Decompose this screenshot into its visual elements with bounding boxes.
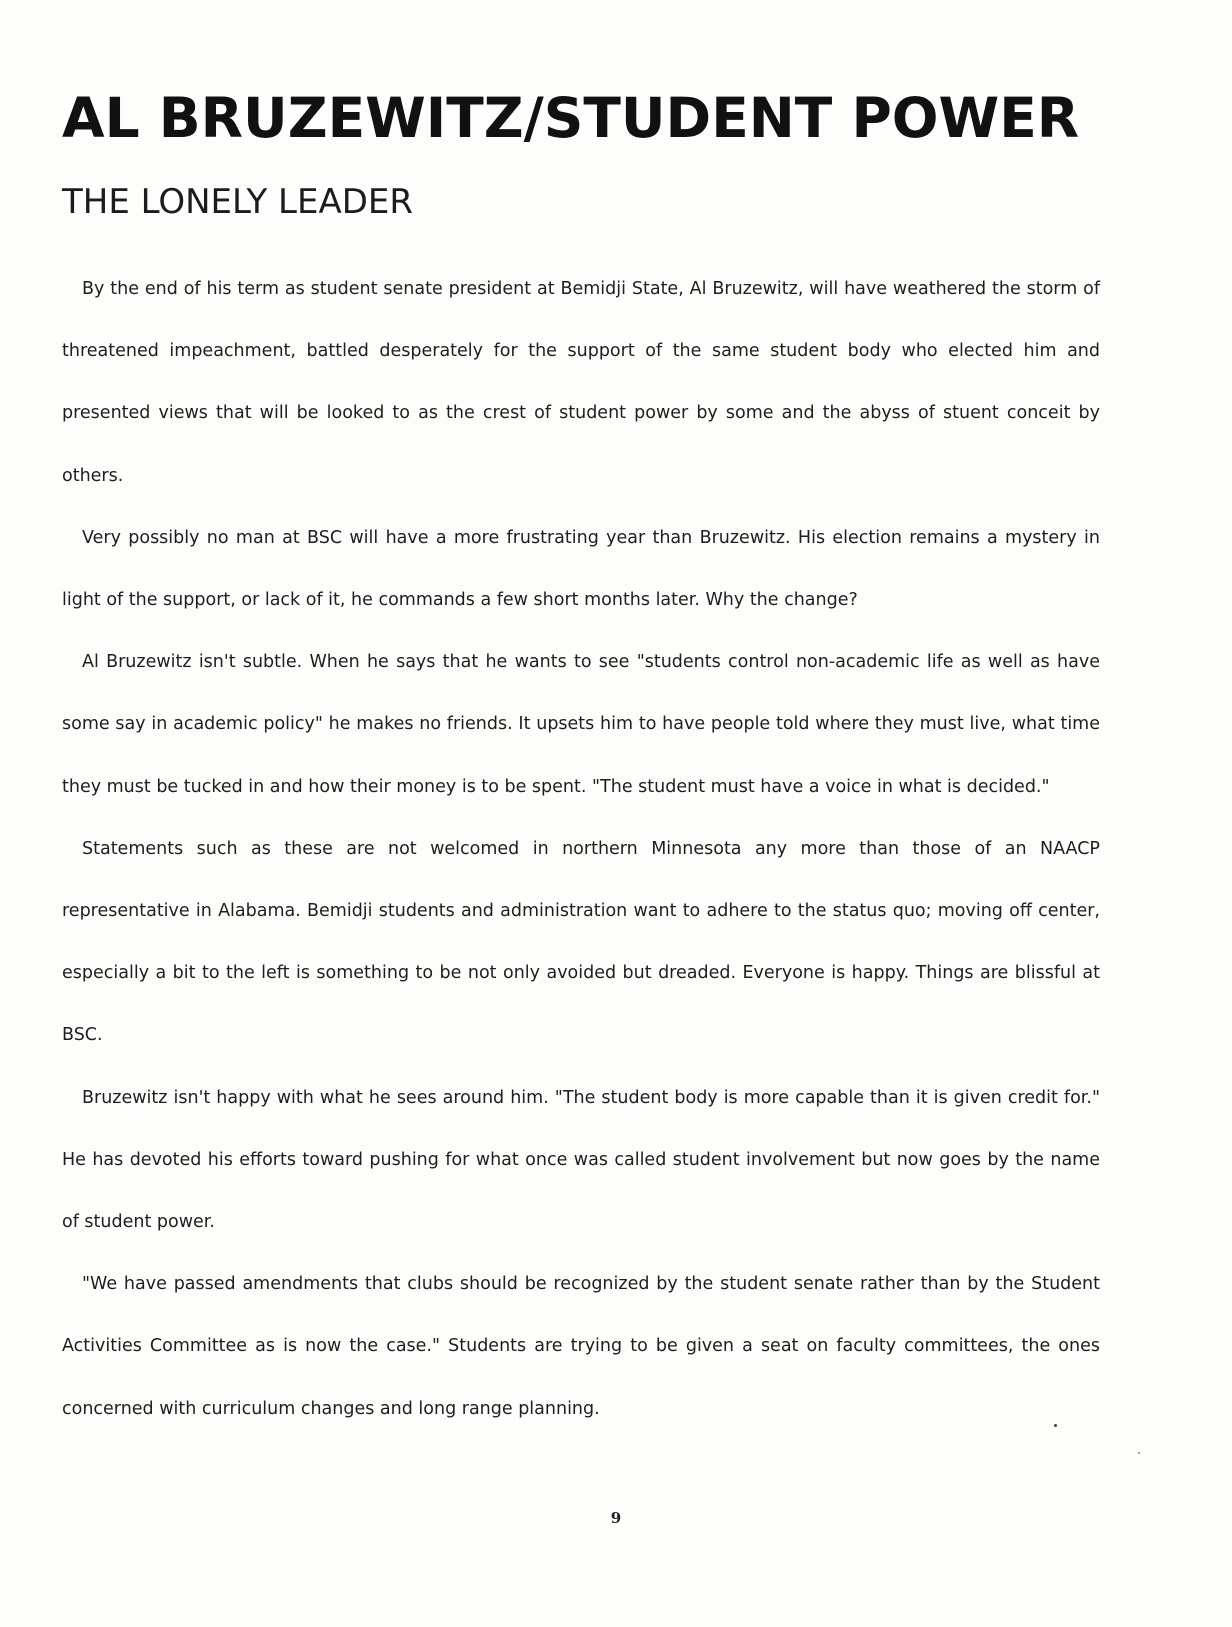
article-subheadline: THE LONELY LEADER [62,182,414,222]
print-speck [1054,1424,1057,1427]
article-paragraph: Bruzewitz isn't happy with what he sees around him. "The student body is more capable than it is given credit for." He has devoted his efforts toward pushing for what once was called student involvement but now goes by the name of student power. [62,1087,1100,1233]
article-paragraph: By the end of his term as student senate president at Bemidji State, Al Bruzewitz, will have weathered the storm of threatened impeachment, battled desperately for the support of the same student body who elected him and presented views that will be looked to as the crest of student power by some and the abyss of stuent conceit by others. [62,279,1100,486]
article-paragraph: "We have passed amendments that clubs should be recognized by the student senate rather than by the Student Activities Committee as is now the case." Students are trying to be given a seat on faculty committees, the ones concerned with curriculum changes and long range planning. [62,1274,1100,1419]
print-speck [1138,1452,1140,1454]
page-number: 9 [610,1509,622,1527]
article-headline: AL BRUZEWITZ/STUDENT POWER [62,86,1080,150]
article-paragraph: Statements such as these are not welcomed in northern Minnesota any more than those of an NAACP representative in Alabama. Bemidji students and administration want to adhere to the status quo; moving off center, especially a bit to the left is something to be not only avoided but dreaded. Everyone is happy. Things are blissful at BSC. [62,838,1100,1046]
article-paragraph: Al Bruzewitz isn't subtle. When he says that he wants to see "students control non-academic life as well as have some say in academic policy" he makes no friends. It upsets him to have people told where they must live, what time they must be tucked in and how their money is to be spent. "The student must have a voice in what is decided." [62,652,1100,797]
article-body [62,258,1100,1440]
article-paragraph: Very possibly no man at BSC will have a more frustrating year than Bruzewitz. His election remains a mystery in light of the support, or lack of it, he commands a few short months later. Why the change? [62,527,1100,611]
